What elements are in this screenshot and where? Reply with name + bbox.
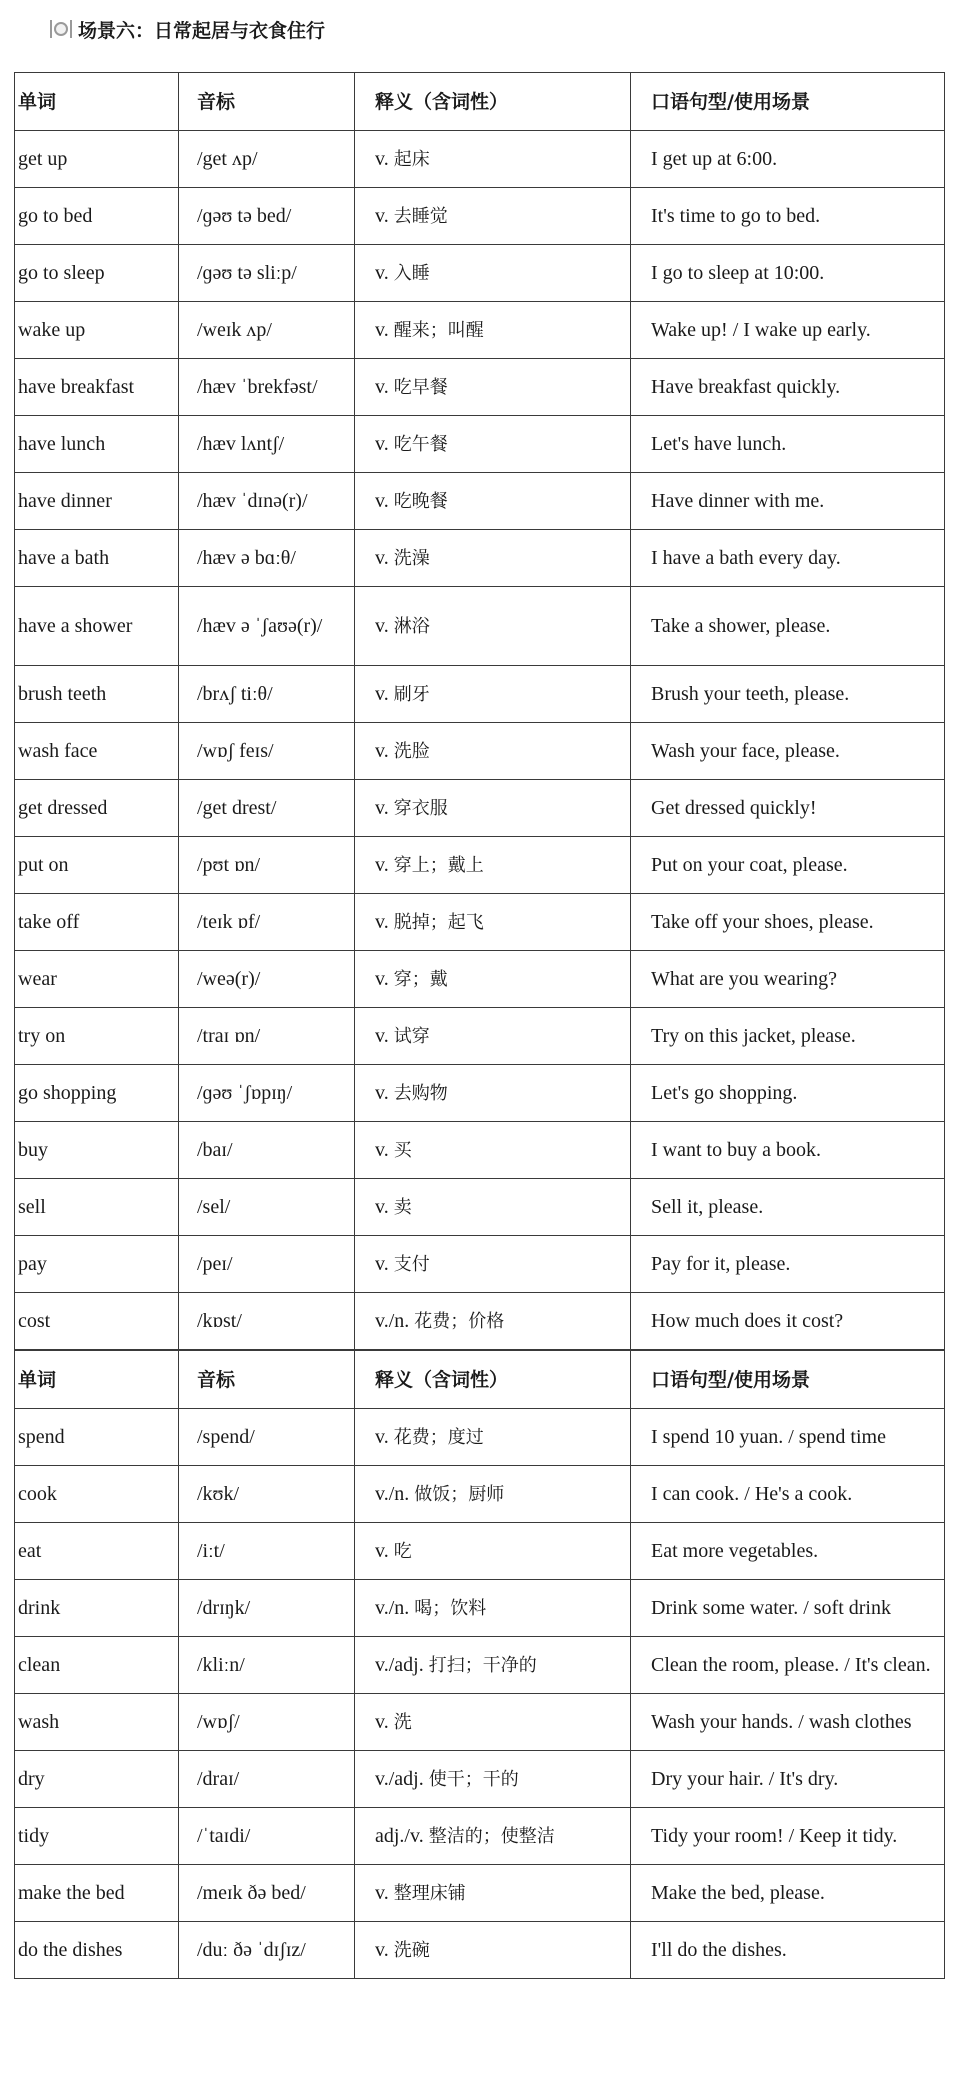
- chinese-meaning: 刷牙: [393, 683, 430, 705]
- chinese-meaning: 洗脸: [393, 740, 430, 762]
- word-cell: do the dishes: [15, 1922, 179, 1979]
- chinese-meaning: 醒来；叫醒: [393, 319, 484, 341]
- table-row: [15, 1523, 945, 1580]
- meaning-cell: [355, 1808, 631, 1865]
- ipa-cell: /hæv ə bɑːθ/: [179, 530, 355, 587]
- word-cell: eat: [15, 1523, 179, 1580]
- col-header-meaning: 释义（含词性）: [355, 73, 631, 131]
- part-of-speech: v.: [375, 910, 389, 933]
- table-row: [15, 1122, 945, 1179]
- part-of-speech: v.: [375, 1081, 389, 1104]
- example-cell: Take off your shoes, please.: [631, 894, 945, 951]
- chinese-meaning: 花费；价格: [414, 1310, 505, 1332]
- meaning-cell: [355, 837, 631, 894]
- part-of-speech: v.: [375, 796, 389, 819]
- example-cell: Get dressed quickly!: [631, 780, 945, 837]
- word-cell: drink: [15, 1580, 179, 1637]
- meaning-cell: [355, 723, 631, 780]
- table-row: [15, 473, 945, 530]
- chinese-meaning: 起床: [393, 148, 430, 170]
- part-of-speech: v.: [375, 1539, 389, 1562]
- col-header-ipa: 音标: [179, 73, 355, 131]
- chinese-meaning: 吃晚餐: [393, 490, 448, 512]
- meaning-cell: [355, 416, 631, 473]
- example-cell: Have breakfast quickly.: [631, 359, 945, 416]
- meaning-cell: [355, 1637, 631, 1694]
- example-cell: Wake up! / I wake up early.: [631, 302, 945, 359]
- word-cell: sell: [15, 1179, 179, 1236]
- vocab-table-1: [14, 72, 945, 1350]
- example-cell: Make the bed, please.: [631, 1865, 945, 1922]
- table-header-row: [15, 1351, 945, 1409]
- table-row: [15, 1694, 945, 1751]
- example-cell: Let's have lunch.: [631, 416, 945, 473]
- chinese-meaning: 洗: [393, 1711, 412, 1733]
- ipa-cell: /hæv lʌntʃ/: [179, 416, 355, 473]
- table-row: [15, 1922, 945, 1979]
- example-cell: Brush your teeth, please.: [631, 666, 945, 723]
- table-row: [15, 587, 945, 666]
- table-row: [15, 188, 945, 245]
- word-cell: cook: [15, 1466, 179, 1523]
- example-cell: I have a bath every day.: [631, 530, 945, 587]
- ipa-cell: /ɡəʊ tə sliːp/: [179, 245, 355, 302]
- ipa-cell: /iːt/: [179, 1523, 355, 1580]
- part-of-speech: v.: [375, 147, 389, 170]
- meaning-cell: [355, 951, 631, 1008]
- ipa-cell: /pʊt ɒn/: [179, 837, 355, 894]
- chinese-meaning: 入睡: [393, 262, 430, 284]
- example-cell: Put on your coat, please.: [631, 837, 945, 894]
- col-header-example: 口语句型/使用场景: [631, 1351, 945, 1409]
- ipa-cell: /baɪ/: [179, 1122, 355, 1179]
- example-cell: What are you wearing?: [631, 951, 945, 1008]
- part-of-speech: v.: [375, 1938, 389, 1961]
- meaning-cell: [355, 1236, 631, 1293]
- example-cell: Pay for it, please.: [631, 1236, 945, 1293]
- meaning-cell: [355, 1466, 631, 1523]
- part-of-speech: v.: [375, 1024, 389, 1047]
- table-row: [15, 780, 945, 837]
- table-row: [15, 894, 945, 951]
- col-header-word: 单词: [15, 73, 179, 131]
- table-row: [15, 1008, 945, 1065]
- ipa-cell: /get ʌp/: [179, 131, 355, 188]
- part-of-speech: v.: [375, 432, 389, 455]
- chinese-meaning: 整洁的；使整洁: [428, 1825, 555, 1847]
- part-of-speech: v.: [375, 261, 389, 284]
- chinese-meaning: 卖: [393, 1196, 412, 1218]
- meaning-cell: [355, 587, 631, 666]
- ipa-cell: /kɒst/: [179, 1293, 355, 1350]
- example-cell: I want to buy a book.: [631, 1122, 945, 1179]
- part-of-speech: v.: [375, 739, 389, 762]
- chinese-meaning: 去睡觉: [393, 205, 448, 227]
- table-row: [15, 416, 945, 473]
- table-row: [15, 951, 945, 1008]
- part-of-speech: v./adj.: [375, 1653, 424, 1676]
- ipa-cell: /hæv ˈbrekfəst/: [179, 359, 355, 416]
- meaning-cell: [355, 1922, 631, 1979]
- word-cell: have lunch: [15, 416, 179, 473]
- table-row: [15, 245, 945, 302]
- word-cell: dry: [15, 1751, 179, 1808]
- example-cell: Have dinner with me.: [631, 473, 945, 530]
- word-cell: go to sleep: [15, 245, 179, 302]
- col-header-meaning: 释义（含词性）: [355, 1351, 631, 1409]
- part-of-speech: v./n.: [375, 1482, 410, 1505]
- chinese-meaning: 洗澡: [393, 547, 430, 569]
- example-cell: Eat more vegetables.: [631, 1523, 945, 1580]
- ipa-cell: /weə(r)/: [179, 951, 355, 1008]
- meaning-cell: [355, 131, 631, 188]
- table-row: [15, 1236, 945, 1293]
- page-header: [50, 14, 325, 44]
- chinese-meaning: 买: [393, 1139, 412, 1161]
- chinese-meaning: 去购物: [393, 1082, 448, 1104]
- word-cell: put on: [15, 837, 179, 894]
- ipa-cell: /draɪ/: [179, 1751, 355, 1808]
- chinese-meaning: 穿衣服: [393, 797, 448, 819]
- word-cell: get up: [15, 131, 179, 188]
- meaning-cell: [355, 1523, 631, 1580]
- chinese-meaning: 吃午餐: [393, 433, 448, 455]
- word-cell: have a shower: [15, 587, 179, 666]
- part-of-speech: v.: [375, 967, 389, 990]
- part-of-speech: v./n.: [375, 1596, 410, 1619]
- meaning-cell: [355, 894, 631, 951]
- meaning-cell: [355, 1179, 631, 1236]
- meaning-cell: [355, 1008, 631, 1065]
- ipa-cell: /drɪŋk/: [179, 1580, 355, 1637]
- example-cell: Try on this jacket, please.: [631, 1008, 945, 1065]
- word-cell: go shopping: [15, 1065, 179, 1122]
- meaning-cell: [355, 1409, 631, 1466]
- word-cell: have dinner: [15, 473, 179, 530]
- chinese-meaning: 喝；饮料: [414, 1597, 487, 1619]
- ipa-cell: /kliːn/: [179, 1637, 355, 1694]
- table-row: [15, 1637, 945, 1694]
- chinese-meaning: 打扫；干净的: [428, 1654, 537, 1676]
- word-cell: clean: [15, 1637, 179, 1694]
- table-row: [15, 359, 945, 416]
- word-cell: get dressed: [15, 780, 179, 837]
- table-row: [15, 131, 945, 188]
- word-cell: pay: [15, 1236, 179, 1293]
- chinese-meaning: 脱掉；起飞: [393, 911, 484, 933]
- meaning-cell: [355, 1751, 631, 1808]
- chinese-meaning: 淋浴: [393, 615, 430, 637]
- example-cell: Drink some water. / soft drink: [631, 1580, 945, 1637]
- table-row: [15, 1751, 945, 1808]
- meaning-cell: [355, 1122, 631, 1179]
- example-cell: Clean the room, please. / It's clean.: [631, 1637, 945, 1694]
- example-cell: I go to sleep at 10:00.: [631, 245, 945, 302]
- example-cell: Sell it, please.: [631, 1179, 945, 1236]
- example-cell: How much does it cost?: [631, 1293, 945, 1350]
- table-row: [15, 302, 945, 359]
- meaning-cell: [355, 359, 631, 416]
- meaning-cell: [355, 473, 631, 530]
- part-of-speech: v.: [375, 375, 389, 398]
- example-cell: I spend 10 yuan. / spend time: [631, 1409, 945, 1466]
- example-cell: Let's go shopping.: [631, 1065, 945, 1122]
- ipa-cell: /hæv ə ˈʃaʊə(r)/: [179, 587, 355, 666]
- col-header-example: 口语句型/使用场景: [631, 73, 945, 131]
- example-cell: Tidy your room! / Keep it tidy.: [631, 1808, 945, 1865]
- word-cell: try on: [15, 1008, 179, 1065]
- part-of-speech: v.: [375, 1252, 389, 1275]
- table-row: [15, 530, 945, 587]
- meaning-cell: [355, 1865, 631, 1922]
- ipa-cell: /sel/: [179, 1179, 355, 1236]
- meaning-cell: [355, 1580, 631, 1637]
- ipa-cell: /hæv ˈdɪnə(r)/: [179, 473, 355, 530]
- word-cell: wash: [15, 1694, 179, 1751]
- word-cell: make the bed: [15, 1865, 179, 1922]
- vocab-table-2: [14, 1350, 945, 1979]
- ipa-cell: /weɪk ʌp/: [179, 302, 355, 359]
- meaning-cell: [355, 302, 631, 359]
- example-cell: I can cook. / He's a cook.: [631, 1466, 945, 1523]
- chinese-meaning: 吃早餐: [393, 376, 448, 398]
- word-cell: cost: [15, 1293, 179, 1350]
- part-of-speech: v.: [375, 1425, 389, 1448]
- meaning-cell: [355, 1293, 631, 1350]
- plate-fork-knife-icon: [50, 19, 72, 39]
- chinese-meaning: 支付: [393, 1253, 430, 1275]
- meaning-cell: [355, 666, 631, 723]
- meaning-cell: [355, 780, 631, 837]
- chinese-meaning: 整理床铺: [393, 1882, 466, 1904]
- table-row: [15, 1179, 945, 1236]
- page-title: 场景六：日常起居与衣食住行: [78, 19, 326, 42]
- example-cell: It's time to go to bed.: [631, 188, 945, 245]
- word-cell: have breakfast: [15, 359, 179, 416]
- word-cell: spend: [15, 1409, 179, 1466]
- part-of-speech: v.: [375, 1710, 389, 1733]
- part-of-speech: v.: [375, 853, 389, 876]
- part-of-speech: v.: [375, 204, 389, 227]
- ipa-cell: /brʌʃ tiːθ/: [179, 666, 355, 723]
- col-header-word: 单词: [15, 1351, 179, 1409]
- example-cell: Wash your face, please.: [631, 723, 945, 780]
- word-cell: go to bed: [15, 188, 179, 245]
- word-cell: wear: [15, 951, 179, 1008]
- col-header-ipa: 音标: [179, 1351, 355, 1409]
- word-cell: wash face: [15, 723, 179, 780]
- table-row: [15, 1808, 945, 1865]
- meaning-cell: [355, 1694, 631, 1751]
- meaning-cell: [355, 1065, 631, 1122]
- table-row: [15, 1580, 945, 1637]
- part-of-speech: v.: [375, 614, 389, 637]
- ipa-cell: /ɡəʊ tə bed/: [179, 188, 355, 245]
- word-cell: have a bath: [15, 530, 179, 587]
- chinese-meaning: 穿上；戴上: [393, 854, 484, 876]
- part-of-speech: v.: [375, 1195, 389, 1218]
- table-header-row: [15, 73, 945, 131]
- chinese-meaning: 吃: [393, 1540, 412, 1562]
- part-of-speech: v./adj.: [375, 1767, 424, 1790]
- chinese-meaning: 穿；戴: [393, 968, 448, 990]
- word-cell: tidy: [15, 1808, 179, 1865]
- word-cell: take off: [15, 894, 179, 951]
- table-row: [15, 837, 945, 894]
- chinese-meaning: 试穿: [393, 1025, 430, 1047]
- part-of-speech: v.: [375, 1881, 389, 1904]
- part-of-speech: v./n.: [375, 1309, 410, 1332]
- meaning-cell: [355, 188, 631, 245]
- ipa-cell: /traɪ ɒn/: [179, 1008, 355, 1065]
- ipa-cell: /ɡəʊ ˈʃɒpɪŋ/: [179, 1065, 355, 1122]
- ipa-cell: /kʊk/: [179, 1466, 355, 1523]
- table-row: [15, 1409, 945, 1466]
- ipa-cell: /wɒʃ feɪs/: [179, 723, 355, 780]
- example-cell: I get up at 6:00.: [631, 131, 945, 188]
- table-row: [15, 1865, 945, 1922]
- word-cell: wake up: [15, 302, 179, 359]
- ipa-cell: /spend/: [179, 1409, 355, 1466]
- part-of-speech: v.: [375, 489, 389, 512]
- part-of-speech: adj./v.: [375, 1824, 424, 1847]
- chinese-meaning: 花费；度过: [393, 1426, 484, 1448]
- ipa-cell: /meɪk ðə bed/: [179, 1865, 355, 1922]
- chinese-meaning: 做饭；厨师: [414, 1483, 505, 1505]
- ipa-cell: /ˈtaɪdi/: [179, 1808, 355, 1865]
- part-of-speech: v.: [375, 682, 389, 705]
- ipa-cell: /teɪk ɒf/: [179, 894, 355, 951]
- example-cell: Dry your hair. / It's dry.: [631, 1751, 945, 1808]
- table-row: [15, 1293, 945, 1350]
- meaning-cell: [355, 530, 631, 587]
- part-of-speech: v.: [375, 1138, 389, 1161]
- word-cell: brush teeth: [15, 666, 179, 723]
- ipa-cell: /peɪ/: [179, 1236, 355, 1293]
- table-row: [15, 666, 945, 723]
- ipa-cell: /get drest/: [179, 780, 355, 837]
- table-row: [15, 1065, 945, 1122]
- chinese-meaning: 洗碗: [393, 1939, 430, 1961]
- table-row: [15, 1466, 945, 1523]
- ipa-cell: /duː ðə ˈdɪʃɪz/: [179, 1922, 355, 1979]
- example-cell: Wash your hands. / wash clothes: [631, 1694, 945, 1751]
- meaning-cell: [355, 245, 631, 302]
- example-cell: Take a shower, please.: [631, 587, 945, 666]
- chinese-meaning: 使干；干的: [428, 1768, 519, 1790]
- word-cell: buy: [15, 1122, 179, 1179]
- example-cell: I'll do the dishes.: [631, 1922, 945, 1979]
- table-row: [15, 723, 945, 780]
- part-of-speech: v.: [375, 318, 389, 341]
- ipa-cell: /wɒʃ/: [179, 1694, 355, 1751]
- part-of-speech: v.: [375, 546, 389, 569]
